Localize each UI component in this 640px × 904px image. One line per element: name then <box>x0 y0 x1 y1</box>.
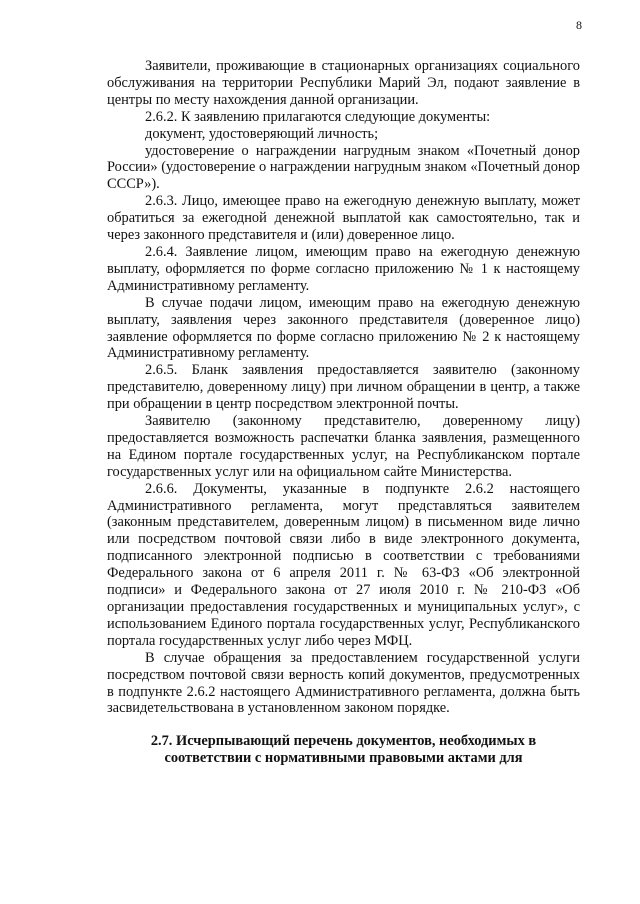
paragraph: Заявителю (законному представителю, доверенному лицу) предоставляется возможность распечатки бланка заявления, размещенного на Едином портале государственных услуг, на Республиканском портале государственных услуг или на официальном сайте Министерства. <box>107 413 580 480</box>
paragraph: удостоверение о награждении нагрудным знаком «Почетный донор России» (удостоверение о награждении нагрудным знаком «Почетный донор СССР»). <box>107 142 580 193</box>
document-body <box>107 58 580 767</box>
page-number: 8 <box>576 18 582 32</box>
paragraph: В случае обращения за предоставлением государственной услуги посредством почтовой связи верность копий документов, предусмотренных в подпункте 2.6.2 настоящего Административного регламента, должна быть засвидетельствована в установленном законом порядке. <box>107 649 580 717</box>
paragraph: 2.6.6. Документы, указанные в подпункте 2.6.2 настоящего Административного регламента, могут представляться заявителем (законным представителем, доверенным лицом) в письменном виде лично или посредством почтовой связи либо в виде электронного документа, подписанного электронной подписью в соответствии с требованиями Федерального закона от 6 апреля 2011 г. № 63-ФЗ «Об электронной подписи» и Федерального закона от 27 июля 2010 г. № 210-ФЗ «Об организации предоставления государственных и муниципальных услуг», с использованием Единого портала государственных услуг, Республиканского портала государственных услуг либо через МФЦ. <box>107 480 580 649</box>
paragraph: Заявители, проживающие в стационарных организациях социального обслуживания на территории Республики Марий Эл, подают заявление в центры по месту нахождения данной организации. <box>107 58 580 108</box>
paragraph: 2.6.5. Бланк заявления предоставляется заявителю (законному представителю, доверенному лицу) при личном обращении в центр, а также при обращении в центр посредством электронной почты. <box>107 362 580 413</box>
section-heading: 2.7. Исчерпывающий перечень документов, необходимых в соответствии с нормативными правовыми актами для <box>150 733 537 767</box>
paragraph: 2.6.2. К заявлению прилагаются следующие документы: <box>145 108 491 125</box>
paragraph: документ, удостоверяющий личность; <box>145 125 379 142</box>
paragraph: В случае подачи лицом, имеющим право на ежегодную денежную выплату, заявления через законного представителя (доверенное лицо) заявление оформляется по форме согласно приложению № 2 к настоящему Административному регламенту. <box>107 294 580 362</box>
paragraph: 2.6.4. Заявление лицом, имеющим право на ежегодную денежную выплату, оформляется по форме согласно приложению № 1 к настоящему Административному регламенту. <box>107 243 580 294</box>
paragraph: 2.6.3. Лицо, имеющее право на ежегодную денежную выплату, может обратиться за ежегодной денежной выплатой как самостоятельно, так и через законного представителя и (или) доверенное лицо. <box>107 193 580 244</box>
